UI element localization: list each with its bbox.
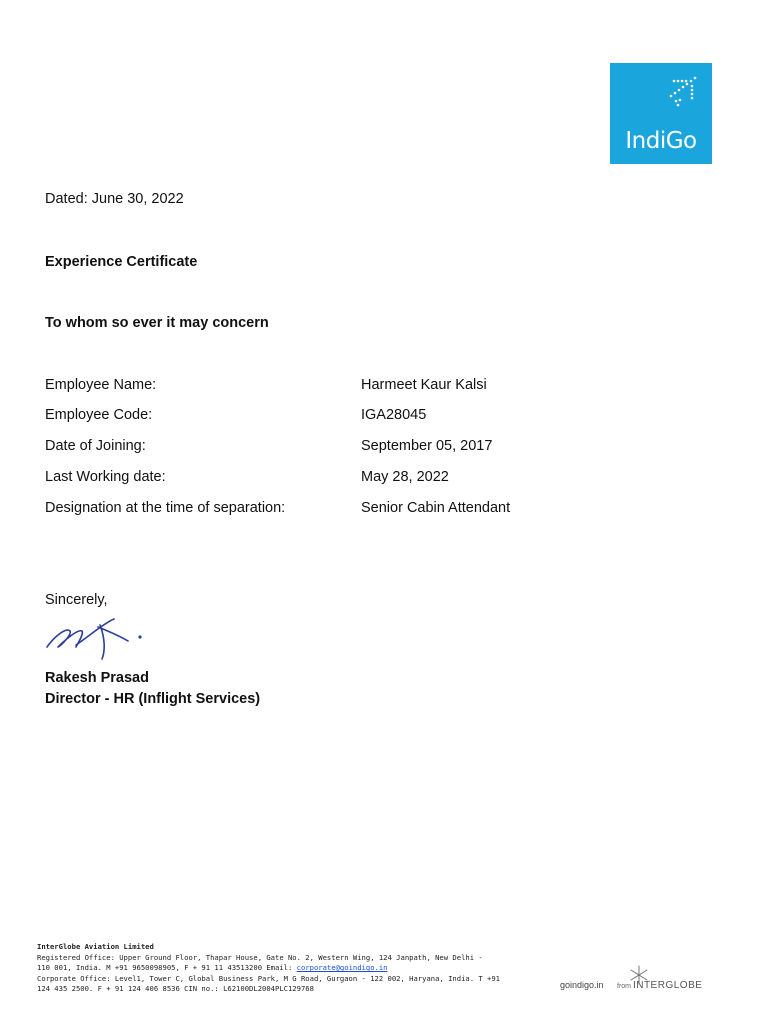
detail-label-name: Employee Name: [45, 377, 157, 393]
detail-label-code: Employee Code: [45, 407, 153, 423]
footer-company: InterGlobe Aviation Limited [37, 942, 154, 951]
footer-registered-office: Registered Office: Upper Ground Floor, Thapar House, Gate No. 2, Western Wing, 124 Janpath, New Delhi - [37, 952, 483, 962]
footer-email-link[interactable]: corporate@goindigo.in [296, 963, 388, 973]
footer-group-brand [617, 980, 702, 991]
indigo-logo [610, 63, 712, 164]
company-footer [37, 942, 500, 995]
footer-corporate-office: Corporate Office: Level1, Tower C, Global Business Park, M G Road, Gurgaon - 122 002, Haryana, India. T +91 [37, 973, 501, 983]
footer-contact-line [37, 963, 500, 974]
issue-date: Dated: June 30, 2022 [45, 191, 184, 207]
detail-label-joining: Date of Joining: [45, 438, 146, 454]
detail-label-designation: Designation at the time of separation: [45, 500, 286, 516]
salutation: To whom so ever it may concern [45, 315, 269, 331]
signature [44, 615, 154, 665]
footer-contact-text: 110 001, India. M +91 9650098905, F + 91 11 43513200 Email: [37, 963, 297, 973]
detail-value-code: IGA28045 [361, 407, 427, 423]
signatory-name: Rakesh Prasad [45, 670, 149, 686]
closing: Sincerely, [45, 592, 108, 608]
detail-value-joining: September 05, 2017 [361, 438, 493, 454]
detail-label-last-date: Last Working date: [45, 469, 166, 485]
document-title: Experience Certificate [45, 254, 198, 270]
logo-wordmark: IndiGo [625, 128, 697, 154]
detail-value-name: Harmeet Kaur Kalsi [361, 377, 487, 393]
signatory-title: Director - HR (Inflight Services) [45, 691, 261, 707]
plane-dots-icon [668, 75, 700, 109]
footer-website[interactable]: goindigo.in [560, 980, 604, 990]
detail-value-last-date: May 28, 2022 [361, 469, 449, 485]
detail-value-designation: Senior Cabin Attendant [361, 500, 511, 516]
footer-cin-line: 124 435 2500. F + 91 124 406 8536 CIN no.: L62100DL2004PLC129768 [37, 984, 314, 994]
footer-group-name: INTERGLOBE [632, 980, 703, 991]
footer-from-label: from [617, 983, 631, 990]
